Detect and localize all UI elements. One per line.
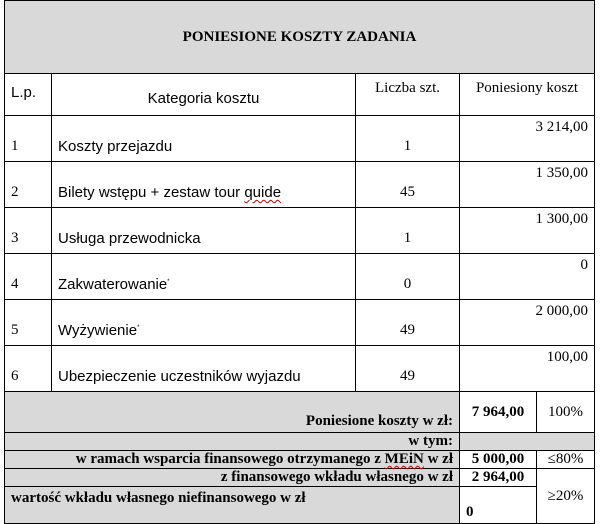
row-category-text: Zakwaterowanie — [58, 276, 168, 293]
header-lp: L.p. — [5, 74, 52, 116]
own-nonfinancial-value: 0 — [460, 487, 537, 524]
total-label: Poniesione koszty w zł: — [5, 392, 460, 433]
row-category: Ubezpieczenie uczestników wyjazdu — [52, 346, 356, 392]
table-row — [5, 208, 595, 254]
total-value: 7 964,00 — [460, 392, 537, 433]
total-percent: 100% — [537, 392, 595, 433]
row-cost: 0 — [460, 254, 595, 300]
row-qty: 49 — [356, 346, 460, 392]
row-category — [52, 300, 356, 346]
row-cost: 1 300,00 — [460, 208, 595, 254]
header-qty: Liczba szt. — [356, 74, 460, 116]
footnote-marker: * — [137, 325, 140, 331]
row-lp: 3 — [5, 208, 52, 254]
row-lp: 5 — [5, 300, 52, 346]
in-which-label: w tym: — [5, 433, 460, 451]
row-category: Usługa przewodnicka — [52, 208, 356, 254]
footnote-marker: * — [167, 279, 170, 285]
table-row — [5, 116, 595, 162]
row-lp: 4 — [5, 254, 52, 300]
row-cost: 100,00 — [460, 346, 595, 392]
table-title: PONIESIONE KOSZTY ZADANIA — [5, 1, 595, 74]
support-value: 5 000,00 — [460, 451, 537, 469]
own-financial-value: 2 964,00 — [460, 469, 537, 487]
row-category — [52, 254, 356, 300]
table-row — [5, 254, 595, 300]
own-percent: ≥20% — [537, 469, 595, 524]
row-lp: 1 — [5, 116, 52, 162]
row-category-text: Wyżywienie — [58, 322, 138, 339]
row-qty: 1 — [356, 208, 460, 254]
row-cost: 2 000,00 — [460, 300, 595, 346]
support-label-text: w ramach wsparcia finansowego otrzymanego z — [75, 451, 385, 467]
row-qty: 0 — [356, 254, 460, 300]
row-cost: 3 214,00 — [460, 116, 595, 162]
row-category-text: Bilety wstępu + zestaw tour — [58, 184, 245, 201]
row-qty: 45 — [356, 162, 460, 208]
support-label-suffix: w zł — [423, 451, 453, 467]
row-qty: 1 — [356, 116, 460, 162]
row-lp: 6 — [5, 346, 52, 392]
table-row — [5, 162, 595, 208]
own-nonfinancial-label: wartość wkładu własnego niefinansowego w zł — [5, 487, 460, 524]
table-row — [5, 300, 595, 346]
row-cost: 1 350,00 — [460, 162, 595, 208]
row-category — [52, 162, 356, 208]
support-percent: ≤80% — [537, 451, 595, 469]
row-category: Koszty przejazdu — [52, 116, 356, 162]
in-which-spacer — [460, 433, 595, 451]
row-lp: 2 — [5, 162, 52, 208]
support-label — [5, 451, 460, 469]
row-qty: 49 — [356, 300, 460, 346]
header-cost: Poniesiony koszt — [460, 74, 595, 116]
cost-table — [4, 0, 595, 524]
table-row — [5, 346, 595, 392]
header-category: Kategoria kosztu — [52, 74, 356, 116]
spellcheck-flagged-word: MEiN — [384, 451, 424, 467]
spellcheck-flagged-word: quide — [244, 184, 282, 201]
own-financial-label: z finansowego wkładu własnego w zł — [5, 469, 460, 487]
